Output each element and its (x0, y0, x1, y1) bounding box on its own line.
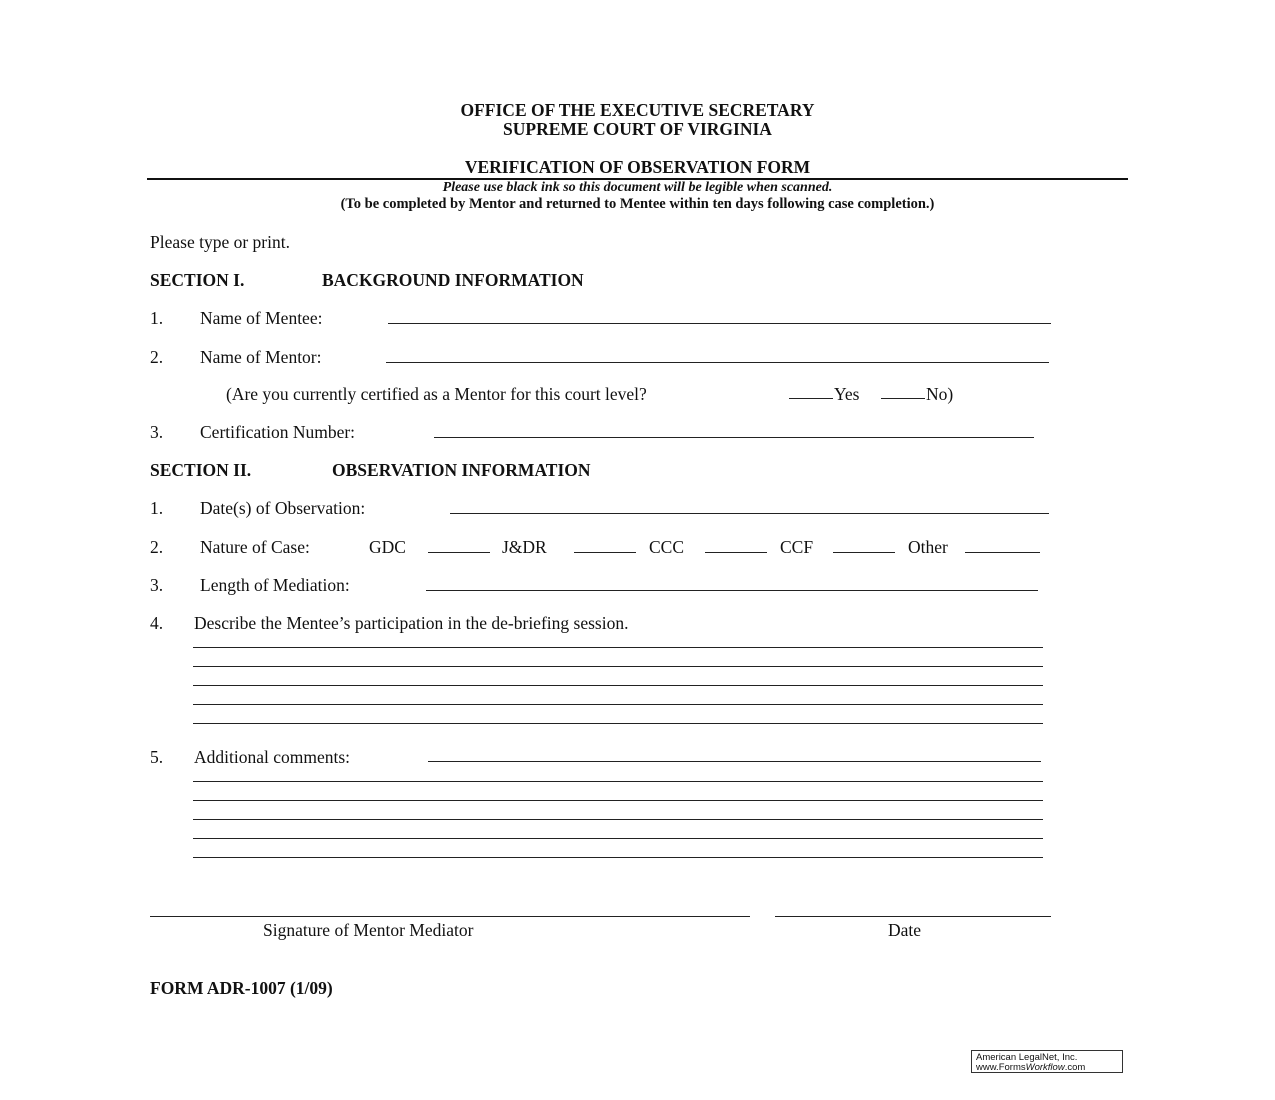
form-title: VERIFICATION OF OBSERVATION FORM (464, 157, 811, 177)
instruction-text: Please type or print. (150, 232, 290, 252)
case-ccc-field[interactable] (705, 535, 767, 553)
comments-line[interactable] (193, 804, 1043, 820)
mentor-name-label: Name of Mentor: (200, 347, 322, 367)
form-number: FORM ADR-1007 (1/09) (150, 978, 333, 998)
debriefing-line[interactable] (193, 689, 1043, 705)
item-number: 4. (150, 613, 164, 633)
mentee-name-field[interactable] (388, 306, 1051, 324)
debriefing-line[interactable] (193, 651, 1043, 667)
certification-number-field[interactable] (434, 420, 1034, 438)
item-number: 3. (150, 422, 164, 442)
item-number: 2. (150, 347, 164, 367)
mentee-name-label: Name of Mentee: (200, 308, 323, 328)
ink-note: Please use black ink so this document will be legible when scanned. (442, 180, 833, 195)
item-number: 2. (150, 537, 164, 557)
comments-line[interactable] (193, 785, 1043, 801)
url-prefix: www.Forms (976, 1062, 1026, 1073)
case-gdc-field[interactable] (428, 535, 490, 553)
publisher-badge (971, 1050, 1123, 1073)
nature-of-case-label: Nature of Case: (200, 537, 310, 557)
case-option-other: Other (908, 537, 948, 557)
section-1-title: BACKGROUND INFORMATION (322, 270, 584, 290)
mediation-length-field[interactable] (426, 573, 1038, 591)
url-suffix: .com (1064, 1062, 1086, 1073)
court-title: SUPREME COURT OF VIRGINIA (503, 119, 772, 139)
comments-line[interactable] (193, 823, 1043, 839)
date-label: Date (888, 920, 922, 940)
item-number: 3. (150, 575, 164, 595)
case-option-ccf: CCF (780, 537, 814, 557)
office-title: OFFICE OF THE EXECUTIVE SECRETARY (460, 100, 815, 120)
yes-label: Yes (834, 384, 860, 404)
mediation-length-label: Length of Mediation: (200, 575, 350, 595)
section-1-label: SECTION I. (150, 270, 245, 290)
no-label: No) (926, 384, 954, 404)
mentor-name-field[interactable] (386, 345, 1049, 363)
section-2-label: SECTION II. (150, 460, 252, 480)
comments-line[interactable] (193, 842, 1043, 858)
mentor-certified-question: (Are you currently certified as a Mentor for this court level? (226, 384, 647, 404)
publisher-url (976, 1063, 1122, 1073)
item-number: 5. (150, 747, 164, 767)
comments-line[interactable] (193, 766, 1043, 782)
certification-number-label: Certification Number: (200, 422, 356, 442)
date-field[interactable] (775, 900, 1051, 917)
completion-note: (To be completed by Mentor and returned to Mentee within ten days following case completion.) (340, 196, 935, 212)
certified-no-field[interactable] (881, 383, 925, 399)
debriefing-label: Describe the Mentee’s participation in the de-briefing session. (194, 613, 629, 633)
case-option-jdr: J&DR (502, 537, 547, 557)
observation-date-field[interactable] (450, 496, 1049, 514)
comments-label: Additional comments: (194, 747, 351, 767)
debriefing-line[interactable] (193, 670, 1043, 686)
debriefing-line[interactable] (193, 632, 1043, 648)
publisher-name: American LegalNet, Inc. (976, 1052, 1078, 1063)
debriefing-line[interactable] (193, 708, 1043, 724)
signature-label: Signature of Mentor Mediator (263, 920, 474, 940)
signature-field[interactable] (150, 900, 750, 917)
section-2-title: OBSERVATION INFORMATION (332, 460, 591, 480)
case-other-field[interactable] (965, 535, 1040, 553)
case-option-gdc: GDC (369, 537, 406, 557)
item-number: 1. (150, 308, 164, 328)
item-number: 1. (150, 498, 164, 518)
comments-line[interactable] (428, 746, 1041, 762)
case-option-ccc: CCC (649, 537, 685, 557)
observation-date-label: Date(s) of Observation: (200, 498, 366, 518)
case-ccf-field[interactable] (833, 535, 895, 553)
certified-yes-field[interactable] (789, 383, 833, 399)
case-jdr-field[interactable] (574, 535, 636, 553)
url-italic: Workflow (1025, 1062, 1065, 1073)
